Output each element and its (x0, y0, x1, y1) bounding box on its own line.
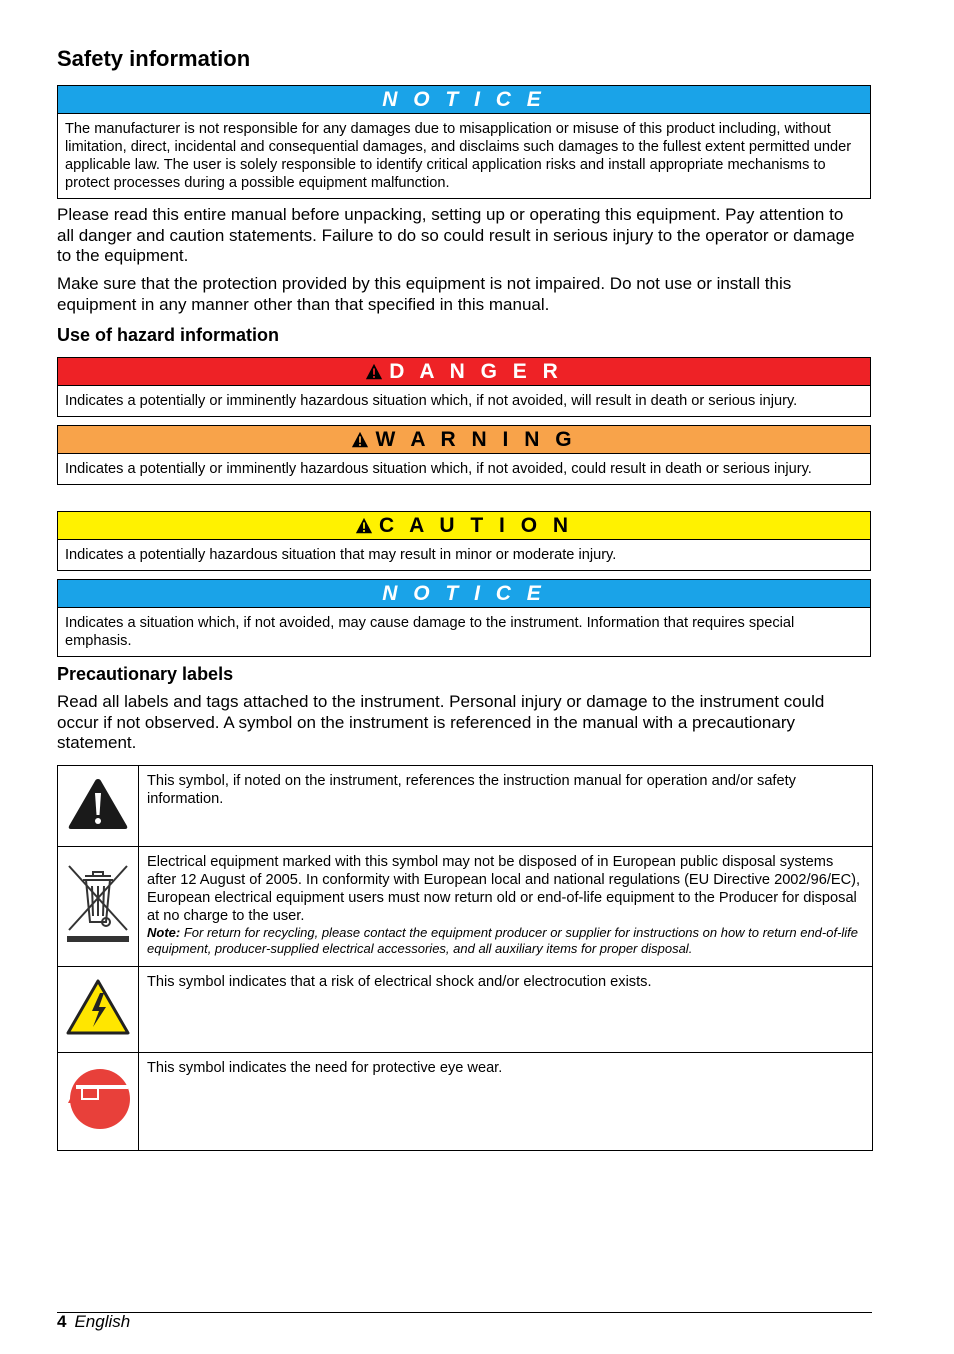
danger-text: Indicates a potentially or imminently hazardous situation which, if not avoided, will result in death or serious injury. (65, 393, 798, 409)
icon-cell (58, 766, 139, 847)
table-row (58, 967, 873, 1053)
danger-heading-label: D A N G E R (389, 359, 563, 383)
caution-heading-label: C A U T I O N (378, 513, 574, 537)
icon-cell (58, 847, 139, 967)
labels-section-title: Precautionary labels (57, 664, 234, 684)
warning-triangle-icon (365, 363, 383, 381)
caution-heading (58, 512, 870, 540)
notice-box-top (57, 85, 871, 199)
label-description: This symbol indicates that a risk of electrical shock and/or electrocution exists. (139, 967, 873, 1053)
notice-heading: N O T I C E (58, 580, 870, 608)
notice-text: The manufacturer is not responsible for any damages due to misapplication or misuse of this product including, without limitation, direct, incidental and consequential damages, and disclaims such damages to the fullest extent permitted under applicable law. The user is solely responsible to identify critical application risks and install appropriate mechanisms to protect processes during a possible equipment malfunction. (65, 121, 852, 191)
labels-intro: Read all labels and tags attached to the instrument. Personal injury or damage to the instrument could occur if not observed. A symbol on the instrument is referenced in the manual with a precautionary statement. (57, 692, 825, 752)
footer-divider (57, 1312, 872, 1313)
note-text (147, 925, 864, 957)
page-title: Safety information (57, 46, 251, 71)
table-row (58, 766, 873, 847)
crossed-bin-icon (65, 862, 131, 946)
page-number: 4 (57, 1312, 67, 1331)
caution-text: Indicates a potentially hazardous situation that may result in minor or moderate injury. (65, 547, 617, 563)
exclamation-triangle-icon (67, 777, 129, 831)
danger-box (57, 357, 871, 417)
warning-triangle-icon (351, 431, 369, 449)
warning-text: Indicates a potentially or imminently hazardous situation which, if not avoided, could result in death or serious injury. (65, 461, 812, 477)
warning-box (57, 425, 871, 485)
note-body: For return for recycling, please contact the equipment producer or supplier for instructions on how to return end-of-life equipment, producer-supplied electrical accessories, and all auxiliary items for proper disposal. (147, 925, 859, 956)
intro-paragraph-2: Make sure that the protection provided by this equipment is not impaired. Do not use or install this equipment in any manner other than that specified in this manual. (57, 274, 792, 314)
icon-cell (58, 967, 139, 1053)
note-label: Note: (147, 925, 181, 940)
notice-text: Indicates a situation which, if not avoided, may cause damage to the instrument. Information that requires special emphasis. (65, 615, 795, 649)
page-footer (57, 1312, 130, 1332)
table-row (58, 847, 873, 967)
label-description (139, 847, 873, 967)
label-description: This symbol indicates the need for protective eye wear. (139, 1053, 873, 1151)
warning-heading-label: W A R N I N G (375, 427, 577, 451)
caution-box (57, 511, 871, 571)
footer-language: English (74, 1312, 131, 1331)
warning-triangle-icon (355, 517, 373, 535)
label-description: This symbol, if noted on the instrument, references the instruction manual for operation and/or safety information. (139, 766, 873, 847)
notice-box (57, 579, 871, 657)
eye-protection-icon (66, 1063, 130, 1135)
table-row (58, 1053, 873, 1151)
notice-heading: N O T I C E (58, 86, 870, 114)
electrical-shock-icon (66, 979, 130, 1035)
icon-cell (58, 1053, 139, 1151)
danger-heading (58, 358, 870, 386)
warning-heading (58, 426, 870, 454)
label-main-text: Electrical equipment marked with this symbol may not be disposed of in European public disposal systems after 12 August of 2005. In conformity with European local and national regulations (EU Directive 2002/96/EC), European electrical equipment users must now return old or end-of-life equipment to the Producer for disposal at no charge to the user. (147, 854, 861, 924)
intro-paragraph-1: Please read this entire manual before unpacking, setting up or operating this equipment. Pay attention to all danger and caution statements. Failure to do so could result in serious injury to the operator or damage to the equipment. (57, 205, 855, 265)
precautionary-labels-table (57, 765, 873, 1151)
hazard-section-title: Use of hazard information (57, 325, 280, 345)
